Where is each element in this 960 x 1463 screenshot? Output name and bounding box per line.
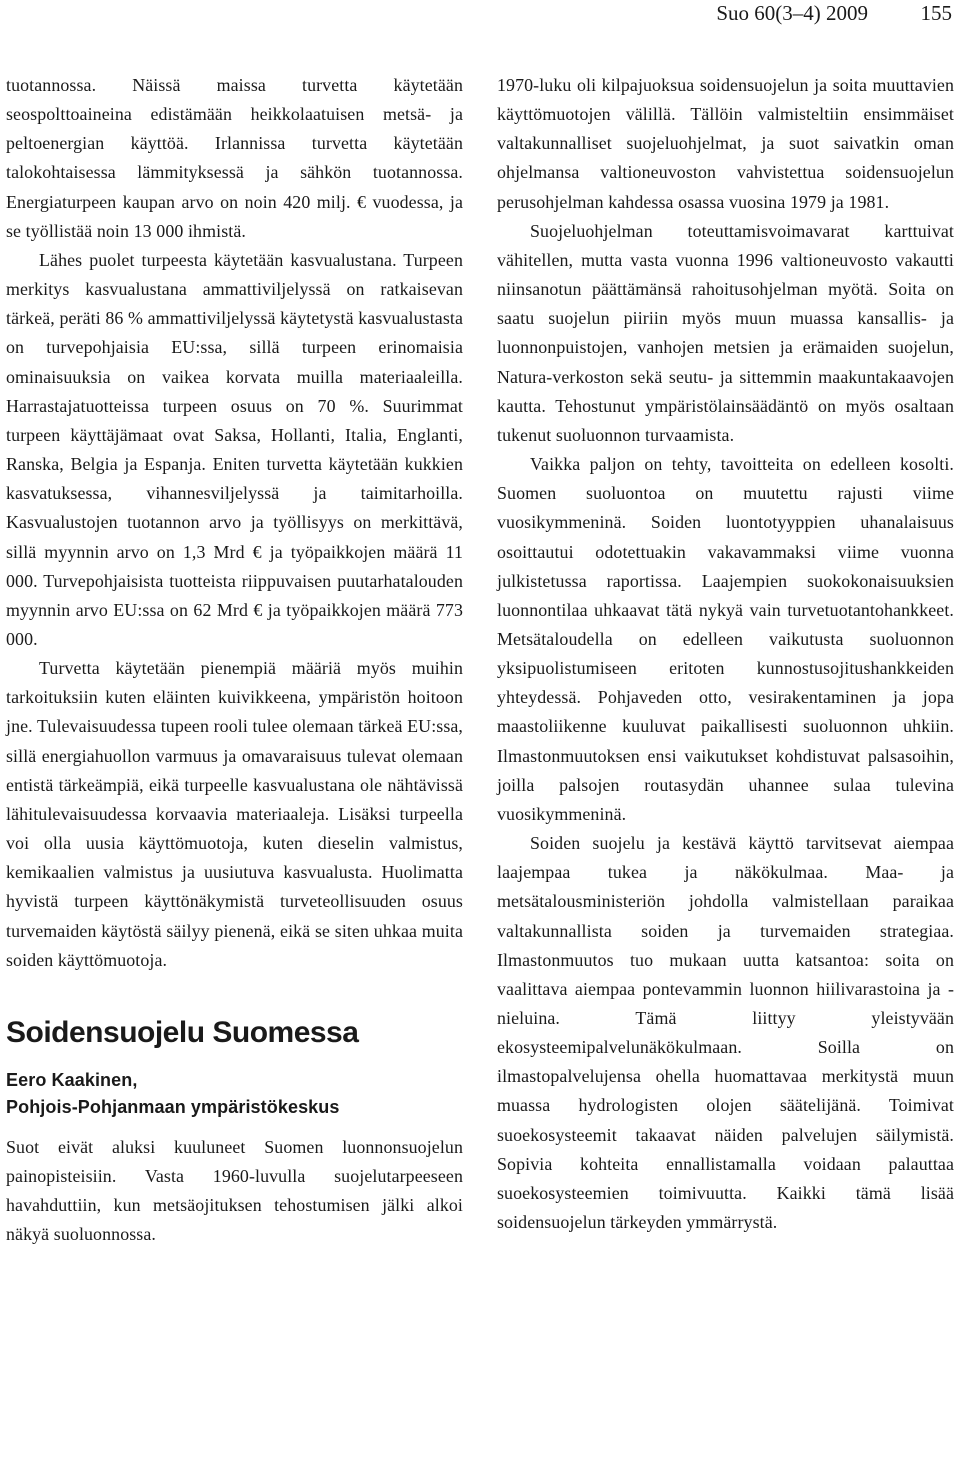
paragraph: 1970-luku oli kilpajuoksua soidensuojelun ja soita muuttavien käyttömuotojen välillä. Tällöin valmisteltiin ensimmäiset valtakunnalliset suojeluohjelmat, ja suot saivatkin oman ohjelmansa valtioneuvoston vahvistettua soidensuojelun perusohjelman kahdessa osassa vuosina 1979 ja 1981. <box>497 75 954 212</box>
right-column <box>497 71 954 1237</box>
paragraph: Suojeluohjelman toteuttamisvoimavarat karttuivat vähitellen, mutta vasta vuonna 1996 valtioneuvosto vakautti niinsanotun päättämänsä rahoitusohjelman myötä. Soita on saatu suojelun piiriin myös muun muassa kansallis- ja luonnonpuistojen, vanhojen metsien ja erämaiden suojelun, Natura-verkoston sekä seutu- ja sittemmin maakuntakaavojen kautta. Tehostunut ympäristölainsäädäntö on myös osaltaan tukenut suoluonnon turvaamista. <box>497 220 954 445</box>
paragraph: Suot eivät aluksi kuuluneet Suomen luonnonsuojelun painopisteisiin. Vasta 1960-luvulla suojelutarpeeseen havahduttiin, kun metsäojituksen tehostumisen jälki alkoi näkyä suoluonnossa. <box>6 1136 463 1245</box>
paragraph: tuotannossa. Näissä maissa turvetta käytetään seospolttoaineina edistämään heikkolaatuisen metsä- ja peltoenergian käyttöä. Irlannissa turvetta käytetään talokohtaisessa lämmityksessä ja sähkön tuotannossa. Energiaturpeen kaupan arvo on noin 420 milj. € vuodessa, ja se työllistää noin 13 000 ihmistä. <box>6 75 463 241</box>
paragraph: Turvetta käytetään pienempiä määriä myös muihin tarkoituksiin kuten eläinten kuivikkeena, ympäristön hoitoon jne. Tulevaisuudessa tupeen rooli tulee olemaan tärkeä EU:ssa, sillä energiahuollon varmuus ja omavaraisuus tulevat olemaan entistä tärkeämpiä, eikä turpeelle kasvualustana ole nähtävissä lähitulevaisuudessa korvaavia materiaaleja. Lisäksi turpeella voi olla uusia käyttömuotoja, kuten dieselin valmistus, kemikaalien valmistus ja uusiutuva kasvualusta. Huolimatta hyvistä turpeen käyttönäkymistä turveteollisuuden osuus turvemaiden käytöstä säilyy pienenä, eikä se siten uhkaa muita soiden käyttömuotoja. <box>6 658 463 970</box>
author-name: Eero Kaakinen, <box>6 1069 138 1090</box>
running-header <box>0 0 960 30</box>
author-block <box>6 1067 463 1121</box>
left-column <box>6 71 463 1249</box>
author-affiliation: Pohjois-Pohjanmaan ympäristökeskus <box>6 1096 340 1117</box>
section-title: Soidensuojelu Suomessa <box>6 1015 359 1049</box>
journal-citation: Suo 60(3–4) 2009 <box>716 1 868 25</box>
paragraph: Soiden suojelu ja kestävä käyttö tarvitsevat aiempaa laajempaa tukea ja näkökulmaa. Maa- ja metsätalousministeriön johdolla valmistellaan paraikaa valtakunnallista soiden ja turvemaiden strategiaa. Ilmastonmuutos tuo mukaan uutta katsantoa: soita on vaalittava aiempaa pontevammin luonnon hiilivarastoina ja -nieluina. Tämä liittyy yleistyvään ekosysteemipalvelunäkökulmaan. Soilla on ilmastopalvelujensa ohella huomattavaa merkitystä muun muassa hydrologisten olojen säätelijänä. Toimivat suoekosysteemit takaavat näiden palvelujen säilymistä. Sopivia kohteita ennallistamalla voidaan palauttaa suoekosysteemien toimivuutta. Kaikki tämä lisää soidensuojelun tärkeyden ymmärrystä. <box>497 833 954 1233</box>
paragraph: Vaikka paljon on tehty, tavoitteita on edelleen kosolti. Suomen suoluontoa on muutettu rajusti viime vuosikymmeninä. Soiden luontotyyppien uhanalaisuus osoittautui odotettuakin vakavammaksi viime vuonna julkistetussa raportissa. Laajempien suokokonaisuuksien luonnontilaa uhkaavat tätä nykyä vain turvetuotantohankkeet. Metsätaloudella on edelleen vaikutusta suoluonnon yksipuolistumiseen eritoten kunnostusojitushankkeiden yhteydessä. Pohjaveden otto, vesirakentaminen ja jopa maastoliikenne kuuluvat paikallisesti suoluonnon uhkiin. Ilmastonmuutoksen ensi vaikutukset kohdistuvat palsasoihin, joilla palsojen routasydän uhannee sulaa tulevina vuosikymmeninä. <box>497 454 954 824</box>
paragraph: Lähes puolet turpeesta käytetään kasvualustana. Turpeen merkitys kasvualustana ammattiviljelyssä on ratkaisevan tärkeä, peräti 86 % ammattiviljelyssä käytetystä kasvualustasta on turvepohjaisia EU:ssa, sillä turpeen erinomaisia ominaisuuksia on vaikea korvata muilla materiaaleilla. Harrastajatuotteissa turpeen osuus on 70 %. Suurimmat turpeen käyttäjämaat ovat Saksa, Hollanti, Italia, Englanti, Ranska, Belgia ja Espanja. Eniten turvetta käytetään kukkien kasvatuksessa, vihannesviljelyssä ja taimitarhoilla. Kasvualustojen tuotannon arvo ja työllisyys on merkittävä, sillä myynnin arvo on 1,3 Mrd € ja työpaikkojen määrä 11 000. Turvepohjaisista tuotteista riippuvaisen puutarhatalouden myynnin arvo EU:ssa on 62 Mrd € ja työpaikkojen määrä 773 000. <box>6 249 463 649</box>
page-number: 155 <box>920 1 952 25</box>
